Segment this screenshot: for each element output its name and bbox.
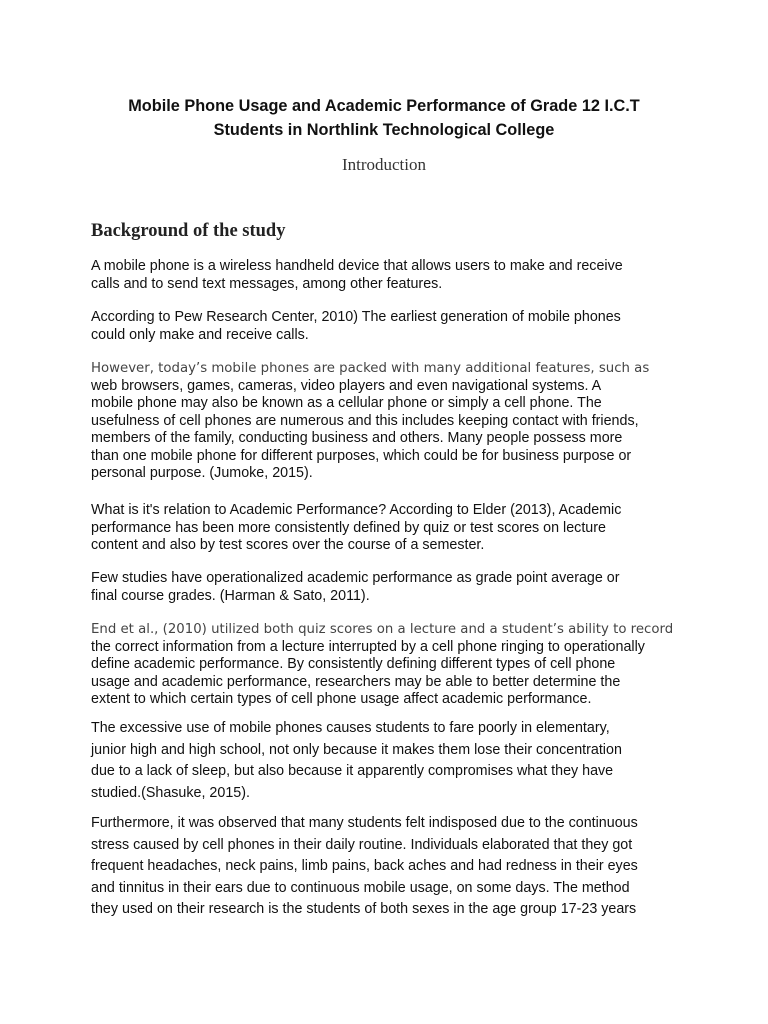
text-line: mobile phone may also be known as a cellular phone or simply a cell phone. The	[91, 395, 602, 411]
text-line: Few studies have operationalized academic performance as grade point average or	[91, 570, 620, 586]
section-label: Introduction	[341, 155, 427, 174]
text-line: However, today’s mobile phones are packed with many additional features, such as	[91, 361, 650, 376]
text-line: What is it's relation to Academic Performance? According to Elder (2013), Academic	[91, 502, 622, 518]
text-line: they used on their research is the students of both sexes in the age group 17-23 years	[91, 901, 637, 917]
text-line: Furthermore, it was observed that many students felt indisposed due to the continuous	[91, 815, 638, 831]
paragraph	[91, 309, 691, 344]
title-line: Students in Northlink Technological College	[213, 121, 555, 139]
text-line: A mobile phone is a wireless handheld device that allows users to make and receive	[91, 258, 623, 274]
paragraph	[91, 621, 691, 709]
text-line: calls and to send text messages, among other features.	[91, 275, 443, 292]
text-line: performance has been more consistently defined by quiz or test scores on lecture	[91, 519, 606, 536]
text-line: than one mobile phone for different purposes, which could be for business purpose or	[91, 447, 632, 464]
paragraph	[91, 360, 691, 483]
text-line: junior high and high school, not only because it makes them lose their concentration	[91, 741, 622, 758]
text-line: According to Pew Research Center, 2010) The earliest generation of mobile phones	[91, 309, 621, 325]
title-line: Mobile Phone Usage and Academic Performance of Grade 12 I.C.T	[128, 97, 640, 115]
text-line: End et al., (2010) utilized both quiz scores on a lecture and a student’s ability to record	[91, 622, 674, 637]
paragraph	[91, 258, 691, 293]
paragraph	[91, 813, 691, 921]
text-line: extent to which certain types of cell phone usage affect academic performance.	[91, 691, 592, 707]
text-line: usefulness of cell phones are numerous and this includes keeping contact with friends,	[91, 412, 639, 429]
text-line: studied.(Shasuke, 2015).	[91, 784, 250, 801]
text-line: and tinnitus in their ears due to continuous mobile usage, on some days. The method	[91, 879, 630, 896]
paragraph	[91, 718, 691, 804]
document-title	[60, 94, 708, 142]
text-line: due to a lack of sleep, but also because it apparently compromises what they have	[91, 763, 614, 779]
text-line: final course grades. (Harman & Sato, 2011).	[91, 587, 370, 604]
text-line: content and also by test scores over the course of a semester.	[91, 537, 485, 553]
paragraph	[91, 502, 691, 555]
text-line: the correct information from a lecture interrupted by a cell phone ringing to operationally	[91, 638, 645, 655]
text-line: web browsers, games, cameras, video players and even navigational systems. A	[91, 377, 602, 394]
text-line: stress caused by cell phones in their daily routine. Individuals elaborated that they got	[91, 836, 633, 853]
text-line: The excessive use of mobile phones causes students to fare poorly in elementary,	[91, 720, 610, 736]
text-line: define academic performance. By consistently defining different types of cell phone	[91, 656, 616, 672]
text-line: could only make and receive calls.	[91, 326, 309, 343]
text-line: usage and academic performance, researchers may be able to better determine the	[91, 673, 621, 690]
paragraph	[91, 570, 691, 605]
text-line: frequent headaches, neck pains, limb pains, back aches and had redness in their eyes	[91, 858, 638, 874]
text-line: personal purpose. (Jumoke, 2015).	[91, 465, 313, 481]
text-line: members of the family, conducting business and others. Many people possess more	[91, 430, 623, 446]
section-heading: Background of the study	[91, 221, 286, 241]
